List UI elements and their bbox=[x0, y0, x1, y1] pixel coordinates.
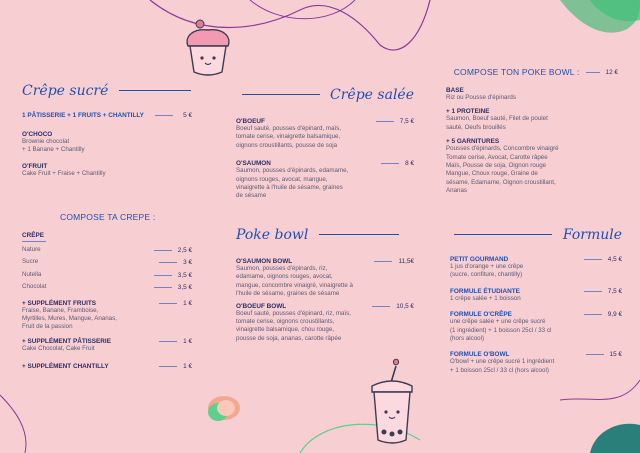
formule-item: PETIT GOURMAND 4,5 € 1 jus d'orange + une crêpe (sucre, confiture, chantilly) bbox=[450, 256, 622, 279]
poke-bowl-title: Poke bowl bbox=[236, 227, 309, 243]
formule-item: FORMULE O'CRÊPE 9,9 € une crêpe salée + une crêpe sucré (1 ingrédient) + 1 boisson 25cl / 33 cl (hors alcool) bbox=[450, 311, 622, 343]
item-desc: Boeuf sauté, pousses d'épinard, riz, maïs, tomate cerise, oignons croustillants, vinaigrette balsamique, chou rouge, pousse de soja, ananas, carotte râpée bbox=[236, 309, 352, 342]
bubble-tea-mascot-icon bbox=[366, 358, 418, 448]
formule-section bbox=[450, 226, 622, 375]
crepe-label: CRÊPE bbox=[22, 232, 45, 239]
item-desc: Cake Fruit + Fraise + Chantilly bbox=[22, 169, 106, 177]
poke-step: + 5 GARNITURES Pousses d'épinards, Concombre vinaigré Tomate cerise, Avocat, Carotte râpée Maïs, Pousse de soja, Oignon rouge Mangue, Choux rouge, Graine de sésame, Edamame, Oignon croustillant, Ananas bbox=[446, 138, 559, 195]
compose-poke-section bbox=[446, 67, 618, 196]
crepe-sucre-section bbox=[22, 82, 192, 178]
menu-item bbox=[22, 112, 192, 119]
menu-item: O'BOEUF BOWL 10,5 € Boeuf sauté, pousses d'épinard, riz, maïs, tomate cerise, oignons croustillants, vinaigrette balsamique, chou rouge, pousse de soja, ananas, carotte râpée bbox=[236, 302, 414, 342]
item-desc: Saumon, pousses d'épinards, edamame, oignons rouges, avocat, mangue, vinaigrette à l'huile de sésame, graines de sésame bbox=[236, 167, 349, 200]
menu-item: O'BOEUF 7,5 € Boeuf sauté, pousses d'épinard, maïs, tomate cerise, vinaigrette balsamique, oignons croustillants, pousse de soja bbox=[236, 118, 414, 149]
compose-crepe-section bbox=[22, 212, 192, 370]
crepe-sucre-title: Crêpe sucré bbox=[22, 83, 109, 99]
item-name: O'FRUIT bbox=[22, 162, 48, 170]
title-underline bbox=[119, 90, 191, 91]
compose-poke-title: COMPOSE TON POKE BOWL : bbox=[453, 67, 580, 77]
formule-item: FORMULE ÉTUDIANTE 7,5 € 1 crêpe salée + 1 boisson bbox=[450, 287, 622, 302]
item-name: 1 PÂTISSERIE + 1 FRUITS + CHANTILLY bbox=[22, 112, 144, 119]
title-underline bbox=[242, 94, 320, 95]
formule-item: FORMULE O'BOWL 15 € O'bowl + une crêpe sucré 1 ingrédient + 1 boisson 25cl / 33 cl (hors alcool) bbox=[450, 351, 622, 374]
supplement-item: + SUPPLÉMENT CHANTILLY 1 € bbox=[22, 363, 192, 371]
crepe-option: Nutella 3,5 € bbox=[22, 270, 192, 279]
poke-bowl-section bbox=[236, 226, 414, 343]
formule-title: Formule bbox=[562, 227, 622, 243]
menu-item: O'SAUMON 8 € Saumon, pousses d'épinards, edamame, oignons rouges, avocat, mangue, vinaigrette à l'huile de sésame, graines de sésame bbox=[236, 160, 414, 200]
item-price: 5 € bbox=[183, 112, 192, 119]
supplement-item: + SUPPLÉMENT FRUITS 1 € bbox=[22, 299, 192, 307]
title-underline bbox=[454, 234, 552, 235]
poke-step: BASE Riz ou Pousse d'épinards bbox=[446, 87, 516, 101]
item-desc: Saumon, pousses d'épinards, riz, edamame, oignons rouges, avocat, mangue, concombre vinaigré, vinaigrette à l'huile de sésame, graines de sésame bbox=[236, 265, 353, 298]
crepe-salee-section bbox=[236, 86, 414, 201]
crepe-option: Chocolat 3,5 € bbox=[22, 283, 192, 291]
menu-item bbox=[22, 163, 192, 178]
compose-crepe-title: COMPOSE TA CREPE : bbox=[60, 212, 156, 222]
item-desc: Boeuf sauté, pousses d'épinard, maïs, tomate cerise, vinaigrette balsamique, oignons croustillants, pousse de soja bbox=[236, 125, 342, 149]
crepe-salee-title: Crêpe salée bbox=[330, 87, 414, 103]
poke-step: + 1 PROTEINE Saumon, Boeuf sauté, Filet de poulet sauté, Oeufs brouillés bbox=[446, 108, 548, 131]
supplement-item: + SUPPLÉMENT PÂTISSERIE 1 € bbox=[22, 337, 192, 345]
supplement-desc: Fraise, Banane, Framboise, Myrtilles, Mures, Mangue, Ananas, Fruit de la passion bbox=[22, 306, 117, 331]
item-name: O'CHOCO bbox=[22, 131, 53, 138]
compose-poke-price: 12 € bbox=[605, 68, 618, 76]
crepe-option: Nature 2,5 € bbox=[22, 246, 192, 254]
cupcake-mascot-icon bbox=[180, 18, 236, 80]
supplement-desc: Cake Chocolat, Cake Fruit bbox=[22, 344, 95, 352]
crepe-option: Sucre 3 € bbox=[22, 258, 192, 267]
item-desc: Brownie chocolat + 1 Banane + Chantilly bbox=[22, 138, 85, 154]
menu-item bbox=[22, 131, 192, 155]
title-underline bbox=[319, 234, 399, 235]
menu-item: O'SAUMON BOWL 11,5€ Saumon, pousses d'épinards, riz, edamame, oignons rouges, avocat, mangue, concombre vinaigré, vinaigrette à l'huile de sésame, graines de sésame bbox=[236, 258, 414, 298]
